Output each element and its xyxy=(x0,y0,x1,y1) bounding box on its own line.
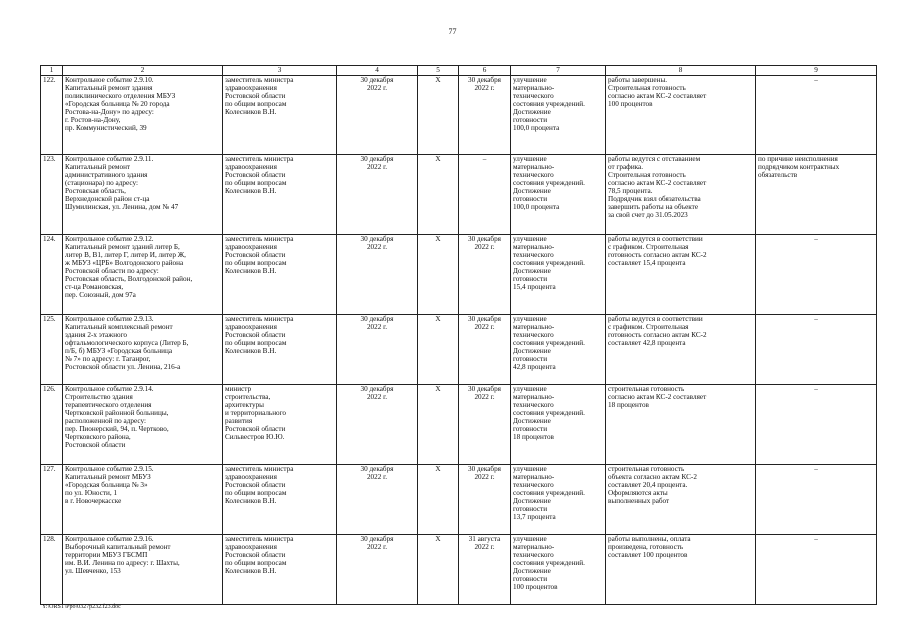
col5-cell: Х xyxy=(418,315,459,385)
result-cell: улучшение материально- технического состояния учреждений. Достижение готовности 100,0 процента xyxy=(511,155,606,235)
result-cell: улучшение материально- технического состояния учреждений. Достижение готовности 100 процентов xyxy=(511,535,606,605)
column-header: 8 xyxy=(606,66,756,76)
table-row xyxy=(41,535,877,605)
reason-cell: – xyxy=(756,315,877,385)
reason-cell: – xyxy=(756,76,877,155)
fact-date-cell: 30 декабря 2022 г. xyxy=(459,235,511,315)
status-cell: работы выполнены, оплата произведена, готовность составляет 100 процентов xyxy=(606,535,756,605)
fact-date-cell: 31 августа 2022 г. xyxy=(459,535,511,605)
column-header: 4 xyxy=(337,66,418,76)
row-number: 125. xyxy=(41,315,63,385)
event-cell: Контрольное событие 2.9.12. Капитальный ремонт зданий литер Б, литер В, В1, литер Г, литер И, литер Ж, ж МБУЗ «ЦРБ» Волгодонского района Ростовской области по адресу: Ростовская область, Волгодонской район, ст-ца Романовская, пер. Союзный, дом 97а xyxy=(63,235,223,315)
column-header: 6 xyxy=(459,66,511,76)
table-row xyxy=(41,385,877,465)
status-cell: работы ведутся с отставанием от графика. Строительная готовность согласно актам КС-2 составляет 78,5 процента. Подрядчик взял обязательства завершить работы на объекте за свой счет до 31.05.2023 xyxy=(606,155,756,235)
reason-cell: – xyxy=(756,235,877,315)
table-row xyxy=(41,235,877,315)
event-cell: Контрольное событие 2.9.16. Выборочный капитальный ремонт территории МБУЗ ГБСМП им. В.И. Ленина по адресу: г. Шахты, ул. Шевченко, 153 xyxy=(63,535,223,605)
control-events-table xyxy=(40,65,877,605)
column-header: 1 xyxy=(41,66,63,76)
column-header: 2 xyxy=(63,66,223,76)
fact-date-cell: 30 декабря 2022 г. xyxy=(459,315,511,385)
row-number: 122. xyxy=(41,76,63,155)
result-cell: улучшение материально- технического состояния учреждений. Достижение готовности 13,7 процента xyxy=(511,465,606,535)
plan-date-cell: 30 декабря 2022 г. xyxy=(337,385,418,465)
responsible-cell: заместитель министра здравоохранения Ростовской области по общим вопросам Колесников В.Н. xyxy=(223,465,337,535)
page-number: 77 xyxy=(448,27,457,36)
row-number: 126. xyxy=(41,385,63,465)
event-cell: Контрольное событие 2.9.11. Капитальный ремонт административного здания (стационара) по адресу: Ростовская область, Верхнедонской район ст-ца Шумилинская, ул. Ленина, дом № 47 xyxy=(63,155,223,235)
col5-cell: Х xyxy=(418,76,459,155)
status-cell: работы ведутся в соответствии с графиком. Строительная готовность согласно актам КС-2 составляет 15,4 процента xyxy=(606,235,756,315)
reason-cell: – xyxy=(756,535,877,605)
responsible-cell: заместитель министра здравоохранения Ростовской области по общим вопросам Колесников В.Н. xyxy=(223,315,337,385)
result-cell: улучшение материально- технического состояния учреждений. Достижение готовности 42,8 процента xyxy=(511,315,606,385)
plan-date-cell: 30 декабря 2022 г. xyxy=(337,465,418,535)
fact-date-cell: – xyxy=(459,155,511,235)
fact-date-cell: 30 декабря 2022 г. xyxy=(459,76,511,155)
event-cell: Контрольное событие 2.9.13. Капитальный комплексный ремонт здания 2-х этажного офтальмологического корпуса (Литер Б, п/Б, б) МБУЗ «Городская больница № 7» по адресу: г. Таганрог, Ростовской области ул. Ленина, 216-а xyxy=(63,315,223,385)
status-cell: строительная готовность согласно актам КС-2 составляет 18 процентов xyxy=(606,385,756,465)
responsible-cell: заместитель министра здравоохранения Ростовской области по общим вопросам Колесников В.Н. xyxy=(223,235,337,315)
row-number: 124. xyxy=(41,235,63,315)
plan-date-cell: 30 декабря 2022 г. xyxy=(337,535,418,605)
column-number-row xyxy=(41,66,877,76)
responsible-cell: заместитель министра здравоохранения Ростовской области по общим вопросам Колесников В.Н. xyxy=(223,535,337,605)
plan-date-cell: 30 декабря 2022 г. xyxy=(337,76,418,155)
event-cell: Контрольное событие 2.9.10. Капитальный ремонт здания поликлинического отделения МБУЗ «Городская больница № 20 города Ростова-на-Дону» по адресу: г. Ростов-на-Дону, пр. Коммунистический, 39 xyxy=(63,76,223,155)
column-header: 7 xyxy=(511,66,606,76)
col5-cell: Х xyxy=(418,155,459,235)
responsible-cell: министр строительства, архитектуры и территориального развития Ростовской области Сильвестров Ю.Ю. xyxy=(223,385,337,465)
status-cell: работы завершены. Строительная готовность согласно актам КС-2 составляет 100 процентов xyxy=(606,76,756,155)
responsible-cell: заместитель министра здравоохранения Ростовской области по общим вопросам Колесников В.Н. xyxy=(223,155,337,235)
row-number: 123. xyxy=(41,155,63,235)
table-row xyxy=(41,76,877,155)
col5-cell: Х xyxy=(418,535,459,605)
reason-cell: – xyxy=(756,465,877,535)
event-cell: Контрольное событие 2.9.14. Строительство здания терапевтического отделения Чертковской районной больницы, расположенной по адресу: пер. Пионерский, 94, п. Чертково, Чертковского района, Ростовской области xyxy=(63,385,223,465)
reason-cell: – xyxy=(756,385,877,465)
col5-cell: Х xyxy=(418,465,459,535)
file-path-footer: Y:\ORST\Ppo\0327p232.f23.doc xyxy=(42,604,121,610)
result-cell: улучшение материально- технического состояния учреждений. Достижение готовности 18 процентов xyxy=(511,385,606,465)
row-number: 127. xyxy=(41,465,63,535)
status-cell: строительная готовность объекта согласно актам КС-2 составляет 20,4 процента. Оформляются акты выполненных работ xyxy=(606,465,756,535)
reason-cell: по причине неисполнения подрядчиком контрактных обязательств xyxy=(756,155,877,235)
table-row xyxy=(41,155,877,235)
row-number: 128. xyxy=(41,535,63,605)
fact-date-cell: 30 декабря 2022 г. xyxy=(459,465,511,535)
col5-cell: Х xyxy=(418,235,459,315)
status-cell: работы ведутся в соответствии с графиком. Строительная готовность согласно актам КС-2 составляет 42,8 процента xyxy=(606,315,756,385)
responsible-cell: заместитель министра здравоохранения Ростовской области по общим вопросам Колесников В.Н. xyxy=(223,76,337,155)
plan-date-cell: 30 декабря 2022 г. xyxy=(337,315,418,385)
column-header: 9 xyxy=(756,66,877,76)
plan-date-cell: 30 декабря 2022 г. xyxy=(337,155,418,235)
result-cell: улучшение материально- технического состояния учреждений. Достижение готовности 15,4 процента xyxy=(511,235,606,315)
table-row xyxy=(41,315,877,385)
col5-cell: Х xyxy=(418,385,459,465)
column-header: 5 xyxy=(418,66,459,76)
plan-date-cell: 30 декабря 2022 г. xyxy=(337,235,418,315)
column-header: 3 xyxy=(223,66,337,76)
result-cell: улучшение материально- технического состояния учреждений. Достижение готовности 100,0 процента xyxy=(511,76,606,155)
fact-date-cell: 30 декабря 2022 г. xyxy=(459,385,511,465)
event-cell: Контрольное событие 2.9.15. Капитальный ремонт МБУЗ «Городская больница № 3» по ул. Юности, 1 в г. Новочеркасске xyxy=(63,465,223,535)
table-row xyxy=(41,465,877,535)
